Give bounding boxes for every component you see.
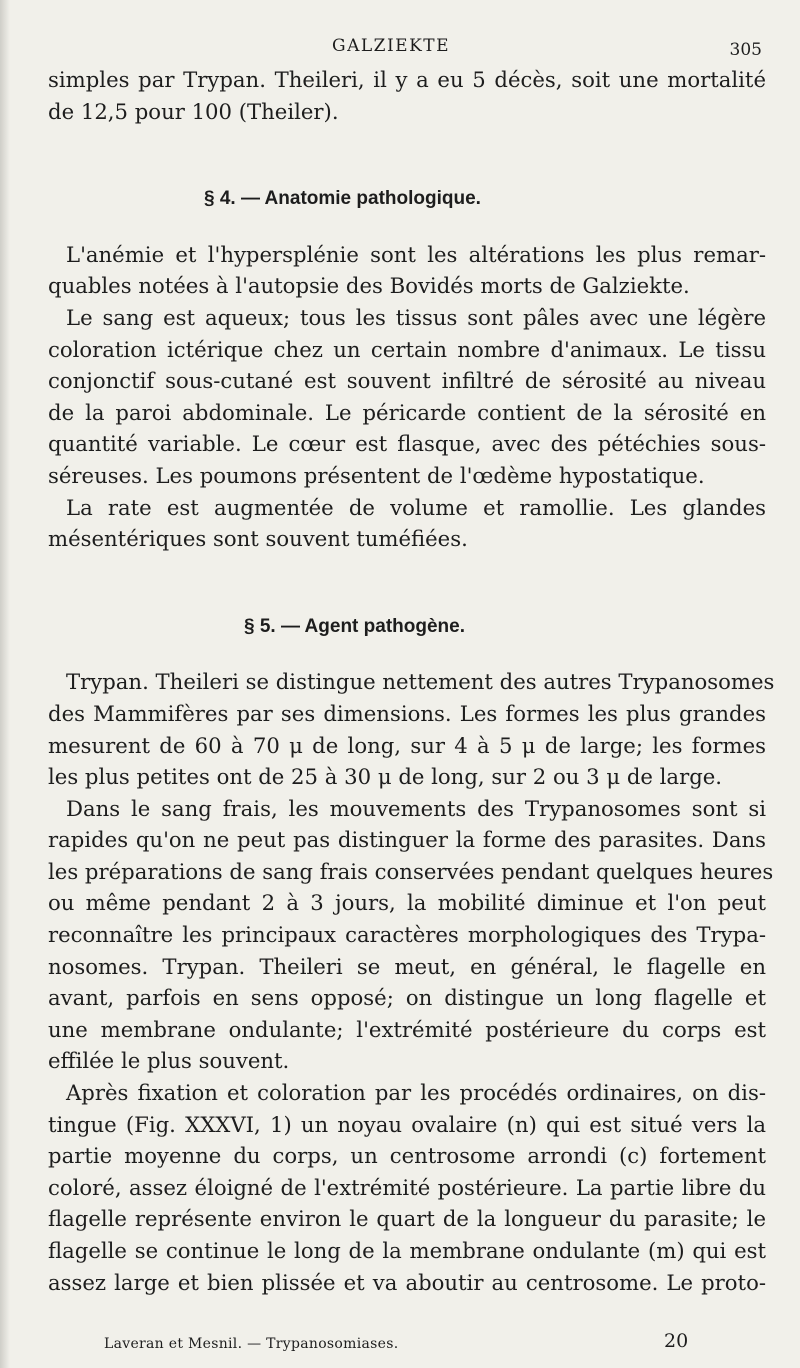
page-gutter-shadow bbox=[0, 0, 10, 1368]
text-line: reconnaître les principaux caractères morphologiques des Trypa- bbox=[48, 922, 766, 948]
section-heading-4: § 4. — Anatomie pathologique. bbox=[204, 188, 481, 210]
text-line: flagelle représente environ le quart de la longueur du parasite; le bbox=[48, 1206, 766, 1232]
page-header bbox=[0, 36, 800, 64]
text-line: les plus petites ont de 25 à 30 μ de long, sur 2 ou 3 μ de large. bbox=[48, 764, 723, 790]
text-line: une membrane ondulante; l'extrémité postérieure du corps est bbox=[48, 1016, 766, 1042]
text-line: flagelle se continue le long de la membrane ondulante (m) qui est bbox=[48, 1238, 766, 1263]
text-line: de la paroi abdominale. Le péricarde contient de la sérosité en bbox=[48, 399, 766, 425]
body-text bbox=[48, 64, 775, 1298]
text-line: Dans le sang frais, les mouvements des Trypanosomes sont si bbox=[66, 795, 766, 821]
text-line: de 12,5 pour 100 (Theiler). bbox=[48, 98, 339, 124]
text-line: tingue (Fig. XXXVI, 1) un noyau ovalaire (n) qui est situé vers la bbox=[48, 1111, 766, 1137]
text-line: mesurent de 60 à 70 μ de long, sur 4 à 5 μ de large; les formes bbox=[48, 732, 766, 758]
text-line: ou même pendant 2 à 3 jours, la mobilité diminue et l'on peut bbox=[48, 890, 766, 916]
text-line: coloré, assez éloigné de l'extrémité postérieure. La partie libre du bbox=[48, 1174, 766, 1200]
text-line: effilée le plus souvent. bbox=[48, 1048, 290, 1074]
text-line: conjonctif sous-cutané est souvent infiltré de sérosité au niveau bbox=[48, 368, 766, 394]
text-line: Trypan. Theileri se distingue nettement des autres Trypanosomes bbox=[66, 669, 775, 695]
text-line: rapides qu'on ne peut pas distinguer la forme des parasites. Dans bbox=[48, 827, 766, 853]
text-line: Le sang est aqueux; tous les tissus sont pâles avec une légère bbox=[66, 304, 766, 330]
text-line: quables notées à l'autopsie des Bovidés morts de Galziekte. bbox=[48, 273, 690, 299]
text-line: L'anémie et l'hypersplénie sont les altérations les plus remar- bbox=[66, 241, 766, 267]
text-line: les préparations de sang frais conservées pendant quelques heures bbox=[48, 858, 774, 884]
text-line: mésentériques sont souvent tuméfiées. bbox=[48, 526, 468, 552]
text-line: La rate est augmentée de volume et ramollie. Les glandes bbox=[66, 494, 766, 520]
text-line: simples par Trypan. Theileri, il y a eu 5 décès, soit une mortalité bbox=[48, 67, 766, 92]
text-line: coloration ictérique chez un certain nombre d'animaux. Le tissu bbox=[48, 336, 766, 362]
running-title: GALZIEKTE bbox=[332, 36, 451, 56]
signature-mark: 20 bbox=[664, 1330, 689, 1352]
text-line: partie moyenne du corps, un centrosome arrondi (c) fortement bbox=[48, 1143, 766, 1169]
text-line: avant, parfois en sens opposé; on distingue un long flagelle et bbox=[48, 985, 766, 1011]
text-line: nosomes. Trypan. Theileri se meut, en général, le flagelle en bbox=[48, 953, 766, 979]
text-line: quantité variable. Le cœur est flasque, avec des pétéchies sous- bbox=[48, 431, 766, 457]
text-line: Après fixation et coloration par les procédés ordinaires, on dis- bbox=[66, 1080, 766, 1106]
page-footer bbox=[0, 1330, 800, 1360]
text-line: séreuses. Les poumons présentent de l'œdème hypostatique. bbox=[48, 462, 705, 488]
section-heading-5: § 5. — Agent pathogène. bbox=[244, 615, 465, 637]
text-line: des Mammifères par ses dimensions. Les formes les plus grandes bbox=[48, 700, 766, 726]
book-reference: Laveran et Mesnil. — Trypanosomiases. bbox=[104, 1336, 399, 1352]
text-line: assez large et bien plissée et va aboutir au centrosome. Le proto- bbox=[48, 1269, 766, 1295]
page-number: 305 bbox=[729, 40, 762, 60]
